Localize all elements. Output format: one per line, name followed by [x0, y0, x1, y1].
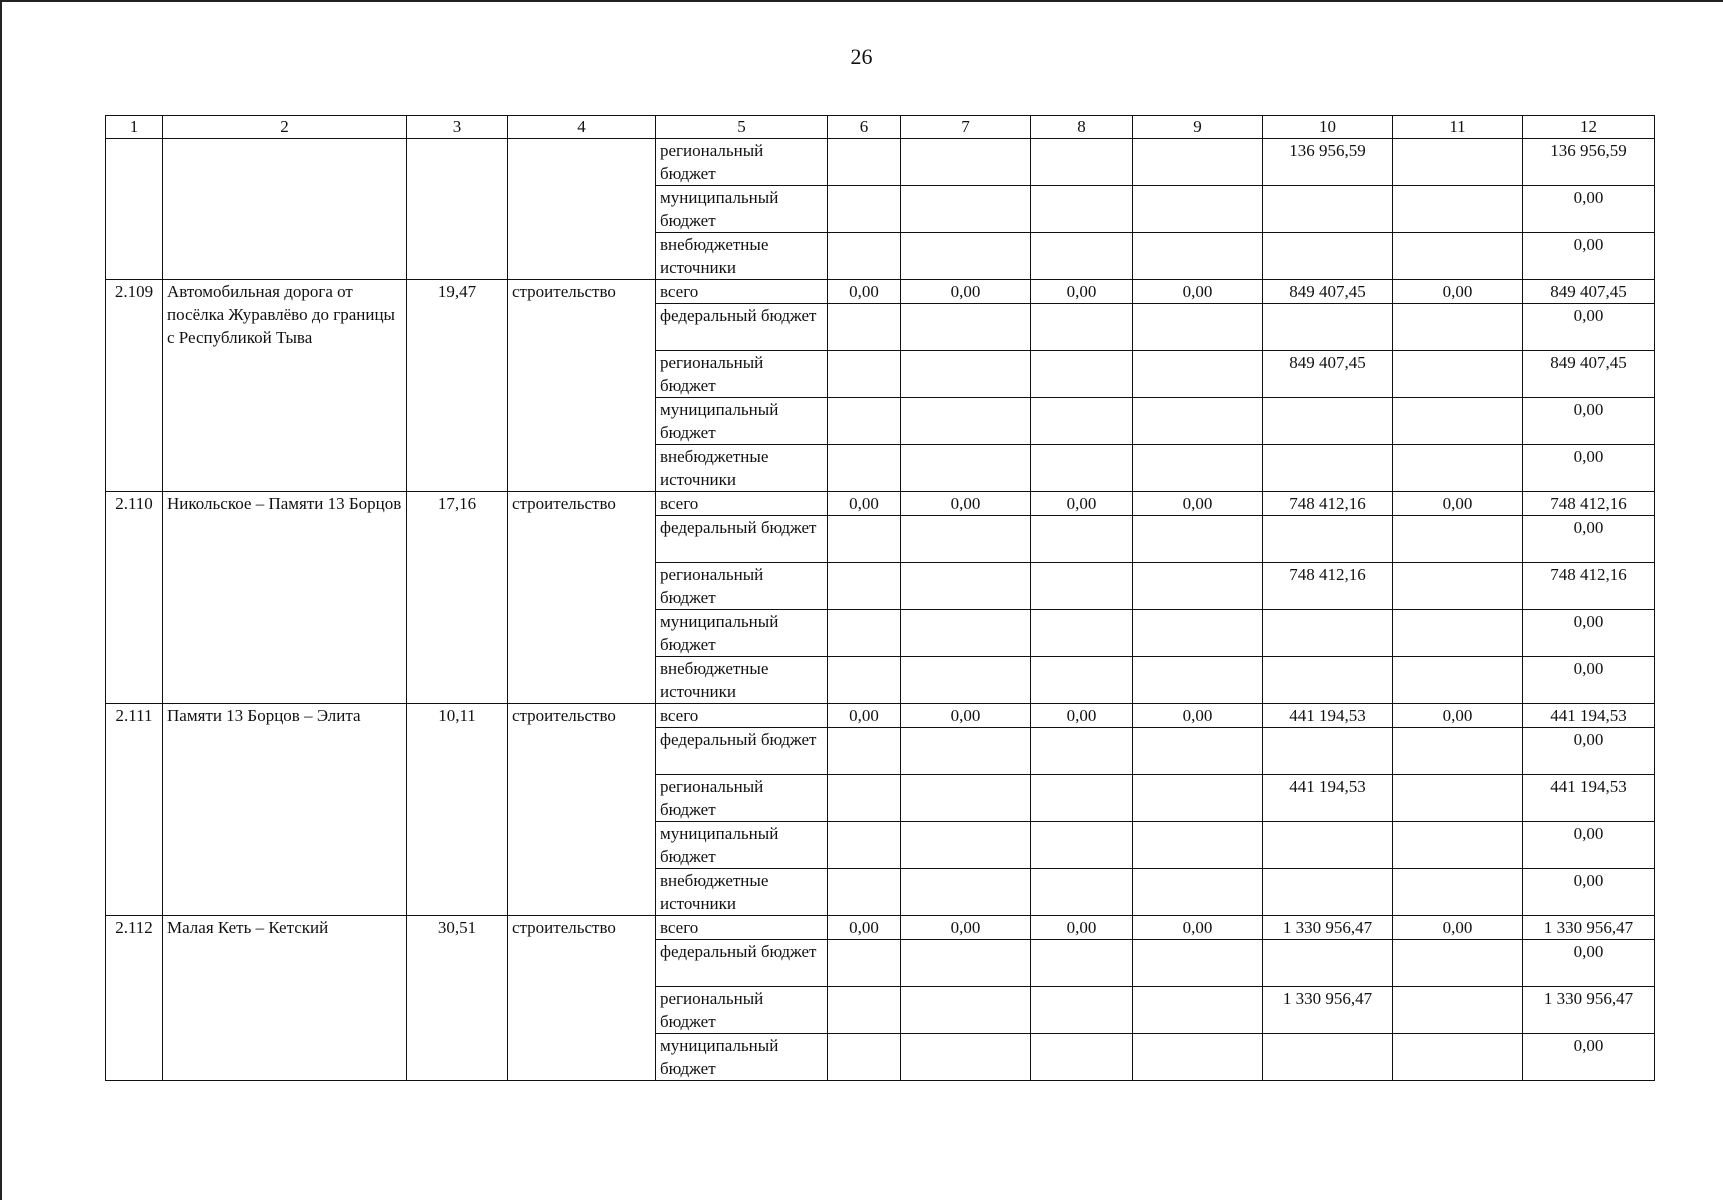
amount-cell-c9 — [1133, 516, 1263, 563]
amount-cell-c9 — [1133, 139, 1263, 186]
column-header: 10 — [1263, 116, 1393, 139]
amount-cell-c7 — [901, 563, 1031, 610]
amount-cell-c12: 849 407,45 — [1523, 351, 1655, 398]
funding-source-cell: федеральный бюджет — [656, 516, 828, 563]
amount-cell-c8 — [1031, 445, 1133, 492]
amount-cell-c10 — [1263, 186, 1393, 233]
amount-cell-c10: 748 412,16 — [1263, 492, 1393, 516]
column-header: 1 — [106, 116, 163, 139]
amount-cell-c8 — [1031, 1034, 1133, 1081]
amount-cell-c11 — [1393, 610, 1523, 657]
amount-cell-c12: 0,00 — [1523, 657, 1655, 704]
table-row — [106, 139, 1655, 186]
amount-cell-c7 — [901, 869, 1031, 916]
amount-cell-c9 — [1133, 822, 1263, 869]
column-header: 6 — [828, 116, 901, 139]
amount-cell-c12: 0,00 — [1523, 940, 1655, 987]
length-cell — [407, 139, 508, 280]
amount-cell-c9: 0,00 — [1133, 280, 1263, 304]
amount-cell-c8 — [1031, 351, 1133, 398]
amount-cell-c6 — [828, 186, 901, 233]
object-name-cell: Малая Кеть – Кетский — [163, 916, 407, 1081]
amount-cell-c11 — [1393, 398, 1523, 445]
amount-cell-c8 — [1031, 657, 1133, 704]
amount-cell-c11 — [1393, 304, 1523, 351]
amount-cell-c12: 136 956,59 — [1523, 139, 1655, 186]
amount-cell-c12: 0,00 — [1523, 822, 1655, 869]
funding-source-cell: внебюджетные источники — [656, 657, 828, 704]
amount-cell-c6 — [828, 728, 901, 775]
funding-source-cell: всего — [656, 492, 828, 516]
amount-cell-c7 — [901, 445, 1031, 492]
amount-cell-c8: 0,00 — [1031, 704, 1133, 728]
table-body — [106, 139, 1655, 1081]
amount-cell-c10: 849 407,45 — [1263, 280, 1393, 304]
object-name-cell: Автомобильная дорога от посёлка Журавлёво до границы с Республикой Тыва — [163, 280, 407, 492]
amount-cell-c9 — [1133, 775, 1263, 822]
funding-source-cell: региональный бюджет — [656, 563, 828, 610]
amount-cell-c10 — [1263, 869, 1393, 916]
budget-table — [105, 115, 1655, 1081]
amount-cell-c11 — [1393, 516, 1523, 563]
amount-cell-c9: 0,00 — [1133, 704, 1263, 728]
amount-cell-c8 — [1031, 304, 1133, 351]
funding-source-cell: муниципальный бюджет — [656, 822, 828, 869]
amount-cell-c7 — [901, 728, 1031, 775]
column-header: 7 — [901, 116, 1031, 139]
amount-cell-c11 — [1393, 351, 1523, 398]
amount-cell-c11 — [1393, 1034, 1523, 1081]
amount-cell-c6 — [828, 304, 901, 351]
amount-cell-c12: 849 407,45 — [1523, 280, 1655, 304]
amount-cell-c8: 0,00 — [1031, 916, 1133, 940]
amount-cell-c6 — [828, 445, 901, 492]
amount-cell-c9: 0,00 — [1133, 916, 1263, 940]
funding-source-cell: региональный бюджет — [656, 139, 828, 186]
amount-cell-c8: 0,00 — [1031, 492, 1133, 516]
amount-cell-c12: 441 194,53 — [1523, 775, 1655, 822]
amount-cell-c12: 748 412,16 — [1523, 563, 1655, 610]
amount-cell-c7 — [901, 186, 1031, 233]
amount-cell-c8 — [1031, 563, 1133, 610]
amount-cell-c7: 0,00 — [901, 916, 1031, 940]
object-length-cell: 10,11 — [407, 704, 508, 916]
column-header: 12 — [1523, 116, 1655, 139]
amount-cell-c12: 0,00 — [1523, 304, 1655, 351]
amount-cell-c11 — [1393, 869, 1523, 916]
amount-cell-c7 — [901, 775, 1031, 822]
amount-cell-c10 — [1263, 304, 1393, 351]
funding-source-cell: внебюджетные источники — [656, 233, 828, 280]
column-header: 9 — [1133, 116, 1263, 139]
amount-cell-c12: 0,00 — [1523, 728, 1655, 775]
amount-cell-c10: 1 330 956,47 — [1263, 916, 1393, 940]
header-row — [106, 116, 1655, 139]
funding-source-cell: всего — [656, 704, 828, 728]
amount-cell-c11 — [1393, 822, 1523, 869]
amount-cell-c6: 0,00 — [828, 280, 901, 304]
object-kind-cell: строительство — [508, 916, 656, 1081]
table-row — [106, 704, 1655, 728]
amount-cell-c10 — [1263, 233, 1393, 280]
amount-cell-c12: 1 330 956,47 — [1523, 916, 1655, 940]
column-header: 3 — [407, 116, 508, 139]
amount-cell-c6: 0,00 — [828, 492, 901, 516]
amount-cell-c6 — [828, 139, 901, 186]
amount-cell-c6 — [828, 610, 901, 657]
amount-cell-c11: 0,00 — [1393, 704, 1523, 728]
column-header: 5 — [656, 116, 828, 139]
amount-cell-c10 — [1263, 516, 1393, 563]
amount-cell-c9 — [1133, 1034, 1263, 1081]
column-header: 4 — [508, 116, 656, 139]
object-kind-cell: строительство — [508, 280, 656, 492]
object-length-cell: 19,47 — [407, 280, 508, 492]
amount-cell-c6 — [828, 351, 901, 398]
amount-cell-c11 — [1393, 657, 1523, 704]
amount-cell-c12: 748 412,16 — [1523, 492, 1655, 516]
object-kind-cell: строительство — [508, 492, 656, 704]
amount-cell-c8 — [1031, 987, 1133, 1034]
amount-cell-c11 — [1393, 728, 1523, 775]
amount-cell-c9 — [1133, 563, 1263, 610]
amount-cell-c9 — [1133, 304, 1263, 351]
amount-cell-c8: 0,00 — [1031, 280, 1133, 304]
amount-cell-c10: 136 956,59 — [1263, 139, 1393, 186]
amount-cell-c8 — [1031, 516, 1133, 563]
funding-source-cell: муниципальный бюджет — [656, 398, 828, 445]
amount-cell-c12: 0,00 — [1523, 233, 1655, 280]
amount-cell-c6 — [828, 657, 901, 704]
amount-cell-c12: 0,00 — [1523, 1034, 1655, 1081]
amount-cell-c6 — [828, 1034, 901, 1081]
amount-cell-c11 — [1393, 233, 1523, 280]
amount-cell-c12: 441 194,53 — [1523, 704, 1655, 728]
amount-cell-c7: 0,00 — [901, 492, 1031, 516]
object-length-cell: 17,16 — [407, 492, 508, 704]
amount-cell-c6 — [828, 940, 901, 987]
amount-cell-c10 — [1263, 610, 1393, 657]
object-code-cell: 2.112 — [106, 916, 163, 1081]
amount-cell-c11: 0,00 — [1393, 492, 1523, 516]
table-row — [106, 492, 1655, 516]
amount-cell-c11 — [1393, 563, 1523, 610]
funding-source-cell: внебюджетные источники — [656, 869, 828, 916]
name-cell — [163, 139, 407, 280]
amount-cell-c12: 0,00 — [1523, 610, 1655, 657]
funding-source-cell: всего — [656, 916, 828, 940]
amount-cell-c6 — [828, 987, 901, 1034]
funding-source-cell: муниципальный бюджет — [656, 610, 828, 657]
amount-cell-c7 — [901, 304, 1031, 351]
funding-source-cell: федеральный бюджет — [656, 728, 828, 775]
funding-source-cell: федеральный бюджет — [656, 304, 828, 351]
amount-cell-c11 — [1393, 186, 1523, 233]
amount-cell-c9 — [1133, 233, 1263, 280]
column-header: 2 — [163, 116, 407, 139]
amount-cell-c6 — [828, 563, 901, 610]
table-row — [106, 916, 1655, 940]
amount-cell-c6 — [828, 869, 901, 916]
amount-cell-c9 — [1133, 398, 1263, 445]
amount-cell-c9 — [1133, 610, 1263, 657]
amount-cell-c7 — [901, 351, 1031, 398]
amount-cell-c9 — [1133, 940, 1263, 987]
amount-cell-c10: 441 194,53 — [1263, 775, 1393, 822]
funding-source-cell: внебюджетные источники — [656, 445, 828, 492]
amount-cell-c11: 0,00 — [1393, 280, 1523, 304]
amount-cell-c10: 748 412,16 — [1263, 563, 1393, 610]
object-length-cell: 30,51 — [407, 916, 508, 1081]
amount-cell-c8 — [1031, 139, 1133, 186]
object-name-cell: Никольское – Памяти 13 Борцов — [163, 492, 407, 704]
table-row — [106, 280, 1655, 304]
funding-source-cell: всего — [656, 280, 828, 304]
amount-cell-c9 — [1133, 869, 1263, 916]
amount-cell-c6: 0,00 — [828, 916, 901, 940]
amount-cell-c11 — [1393, 139, 1523, 186]
funding-source-cell: федеральный бюджет — [656, 940, 828, 987]
amount-cell-c7 — [901, 1034, 1031, 1081]
amount-cell-c8 — [1031, 775, 1133, 822]
code-cell — [106, 139, 163, 280]
amount-cell-c6 — [828, 775, 901, 822]
page-edge-left — [0, 0, 2, 1200]
amount-cell-c12: 0,00 — [1523, 445, 1655, 492]
amount-cell-c12: 0,00 — [1523, 186, 1655, 233]
amount-cell-c7 — [901, 516, 1031, 563]
amount-cell-c10: 1 330 956,47 — [1263, 987, 1393, 1034]
amount-cell-c9 — [1133, 445, 1263, 492]
amount-cell-c10 — [1263, 657, 1393, 704]
amount-cell-c9 — [1133, 351, 1263, 398]
amount-cell-c7 — [901, 233, 1031, 280]
amount-cell-c8 — [1031, 610, 1133, 657]
amount-cell-c9 — [1133, 987, 1263, 1034]
amount-cell-c10 — [1263, 940, 1393, 987]
amount-cell-c7: 0,00 — [901, 280, 1031, 304]
amount-cell-c8 — [1031, 728, 1133, 775]
amount-cell-c10: 849 407,45 — [1263, 351, 1393, 398]
amount-cell-c11: 0,00 — [1393, 916, 1523, 940]
amount-cell-c9 — [1133, 186, 1263, 233]
amount-cell-c9: 0,00 — [1133, 492, 1263, 516]
amount-cell-c11 — [1393, 445, 1523, 492]
page-edge-top — [0, 0, 1723, 2]
amount-cell-c8 — [1031, 186, 1133, 233]
object-name-cell: Памяти 13 Борцов – Элита — [163, 704, 407, 916]
amount-cell-c11 — [1393, 775, 1523, 822]
amount-cell-c12: 0,00 — [1523, 398, 1655, 445]
amount-cell-c6 — [828, 516, 901, 563]
amount-cell-c7 — [901, 610, 1031, 657]
object-kind-cell: строительство — [508, 704, 656, 916]
funding-source-cell: региональный бюджет — [656, 987, 828, 1034]
amount-cell-c8 — [1031, 398, 1133, 445]
object-code-cell: 2.110 — [106, 492, 163, 704]
amount-cell-c9 — [1133, 657, 1263, 704]
amount-cell-c8 — [1031, 869, 1133, 916]
funding-source-cell: региональный бюджет — [656, 775, 828, 822]
amount-cell-c12: 0,00 — [1523, 869, 1655, 916]
amount-cell-c10 — [1263, 822, 1393, 869]
funding-source-cell: региональный бюджет — [656, 351, 828, 398]
amount-cell-c10 — [1263, 728, 1393, 775]
object-code-cell: 2.111 — [106, 704, 163, 916]
amount-cell-c7 — [901, 657, 1031, 704]
column-header: 8 — [1031, 116, 1133, 139]
column-header: 11 — [1393, 116, 1523, 139]
amount-cell-c10 — [1263, 445, 1393, 492]
amount-cell-c7 — [901, 398, 1031, 445]
page-number: 26 — [850, 44, 873, 69]
amount-cell-c10: 441 194,53 — [1263, 704, 1393, 728]
amount-cell-c7 — [901, 139, 1031, 186]
amount-cell-c7 — [901, 940, 1031, 987]
amount-cell-c12: 1 330 956,47 — [1523, 987, 1655, 1034]
amount-cell-c9 — [1133, 728, 1263, 775]
object-code-cell: 2.109 — [106, 280, 163, 492]
funding-source-cell: муниципальный бюджет — [656, 186, 828, 233]
amount-cell-c12: 0,00 — [1523, 516, 1655, 563]
amount-cell-c7: 0,00 — [901, 704, 1031, 728]
amount-cell-c7 — [901, 987, 1031, 1034]
amount-cell-c8 — [1031, 233, 1133, 280]
amount-cell-c6: 0,00 — [828, 704, 901, 728]
amount-cell-c11 — [1393, 940, 1523, 987]
amount-cell-c10 — [1263, 1034, 1393, 1081]
amount-cell-c6 — [828, 398, 901, 445]
amount-cell-c6 — [828, 822, 901, 869]
amount-cell-c11 — [1393, 987, 1523, 1034]
funding-source-cell: муниципальный бюджет — [656, 1034, 828, 1081]
amount-cell-c8 — [1031, 940, 1133, 987]
kind-cell — [508, 139, 656, 280]
amount-cell-c6 — [828, 233, 901, 280]
amount-cell-c8 — [1031, 822, 1133, 869]
amount-cell-c10 — [1263, 398, 1393, 445]
amount-cell-c7 — [901, 822, 1031, 869]
